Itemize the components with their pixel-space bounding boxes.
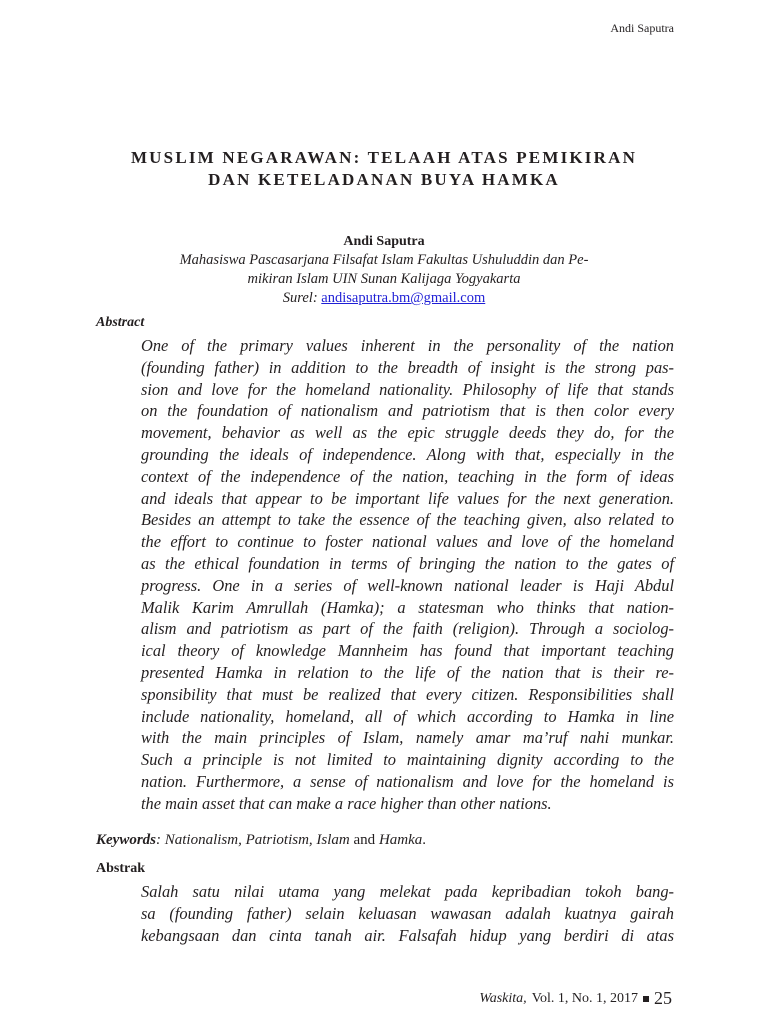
- abstract-line: progress. One in a series of well-known national leader is Haji Abdul: [141, 575, 674, 595]
- abstract-line: on the foundation of nationalism and patriotism that is then color every: [141, 401, 674, 421]
- abstract-line: sponsibility that must be realized that every citizen. Responsibilities shall: [141, 684, 674, 704]
- email-line: [0, 289, 768, 308]
- abstrak-line: sa (founding father) selain keluasan wawasan adalah kuatnya gairah: [141, 903, 674, 923]
- page-number: 25: [654, 988, 672, 1008]
- abstract-line: alism and patriotism as part of the faith (religion). Through a sociolog-: [141, 619, 674, 639]
- keywords-line: [96, 832, 426, 849]
- footer-square-icon: [643, 996, 649, 1002]
- page-footer: [479, 988, 672, 1009]
- author-block: [0, 232, 768, 308]
- abstract-body: [141, 335, 674, 815]
- keywords-and: and: [349, 832, 379, 848]
- abstract-line: the effort to continue to foster national values and love of the homeland: [141, 532, 674, 552]
- abstract-line: with the main principles of Islam, namely amar ma’ruf nahi munkar.: [141, 728, 674, 748]
- author-name: Andi Saputra: [343, 234, 425, 249]
- abstract-line: include nationality, homeland, all of which according to Hamka in line: [141, 706, 674, 726]
- paper-title: [0, 147, 768, 191]
- keywords-label: Keywords: [96, 832, 156, 848]
- abstract-line: (founding father) in addition to the breadth of insight is the strong pas-: [141, 357, 674, 377]
- abstrak-heading: Abstrak: [96, 861, 146, 876]
- abstract-line: as the ethical foundation in terms of bringing the nation to the gates of: [141, 553, 674, 573]
- abstract-line: and ideals that appear to be important life values for the next generation.: [141, 488, 674, 508]
- affiliation-line-2: mikiran Islam UIN Sunan Kalijaga Yogyakarta: [247, 271, 521, 287]
- keywords-last: Hamka: [378, 832, 423, 848]
- keywords-period: .: [422, 832, 427, 848]
- title-line-1: MUSLIM NEGARAWAN: TELAAH ATAS PEMIKIRAN: [130, 148, 638, 167]
- email-label: Surel:: [282, 290, 318, 306]
- abstract-heading: Abstract: [96, 315, 145, 330]
- email-link[interactable]: andisaputra.bm@gmail.com: [321, 290, 486, 306]
- abstract-line: One of the primary values inherent in the personality of the nation: [141, 336, 674, 355]
- affiliation-line-1: Mahasiswa Pascasarjana Filsafat Islam Fakultas Ushuluddin dan Pe-: [179, 252, 589, 268]
- journal-name: Waskita,: [479, 990, 527, 1006]
- abstract-line: context of the independence of the nation, teaching in the form of ideas: [141, 466, 674, 486]
- running-head: Andi Saputra: [610, 21, 674, 35]
- abstract-line: presented Hamka in relation to the life of the nation that is their re-: [141, 662, 674, 682]
- abstract-line: nation. Furthermore, a sense of nationalism and love for the homeland is: [141, 771, 674, 791]
- abstract-line: Such a principle is not limited to maintaining dignity according to the: [141, 750, 674, 770]
- abstract-line: Besides an attempt to take the essence of the teaching given, also related to: [141, 510, 674, 530]
- abstract-line: grounding the ideals of independence. Along with that, especially in the: [141, 444, 674, 464]
- abstrak-line: kebangsaan dan cinta tanah air. Falsafah hidup yang berdiri di atas: [141, 925, 674, 945]
- abstract-line: sion and love for the homeland nationality. Philosophy of life that stands: [141, 379, 674, 399]
- abstrak-line: Salah satu nilai utama yang melekat pada kepribadian tokoh bang-: [141, 882, 674, 901]
- journal-volume: Vol. 1, No. 1, 2017: [531, 990, 638, 1006]
- keywords-list: : Nationalism, Patriotism, Islam: [156, 832, 350, 848]
- title-line-2: DAN KETELADANAN BUYA HAMKA: [208, 170, 560, 189]
- abstract-line: movement, behavior as well as the epic struggle deeds they do, for the: [141, 423, 674, 443]
- abstract-line: Malik Karim Amrullah (Hamka); a statesman who thinks that nation-: [141, 597, 674, 617]
- abstract-line: the main asset that can make a race higher than other nations.: [141, 793, 552, 813]
- abstract-line: ical theory of knowledge Mannheim has found that important teaching: [141, 641, 674, 661]
- abstrak-body: [141, 881, 674, 946]
